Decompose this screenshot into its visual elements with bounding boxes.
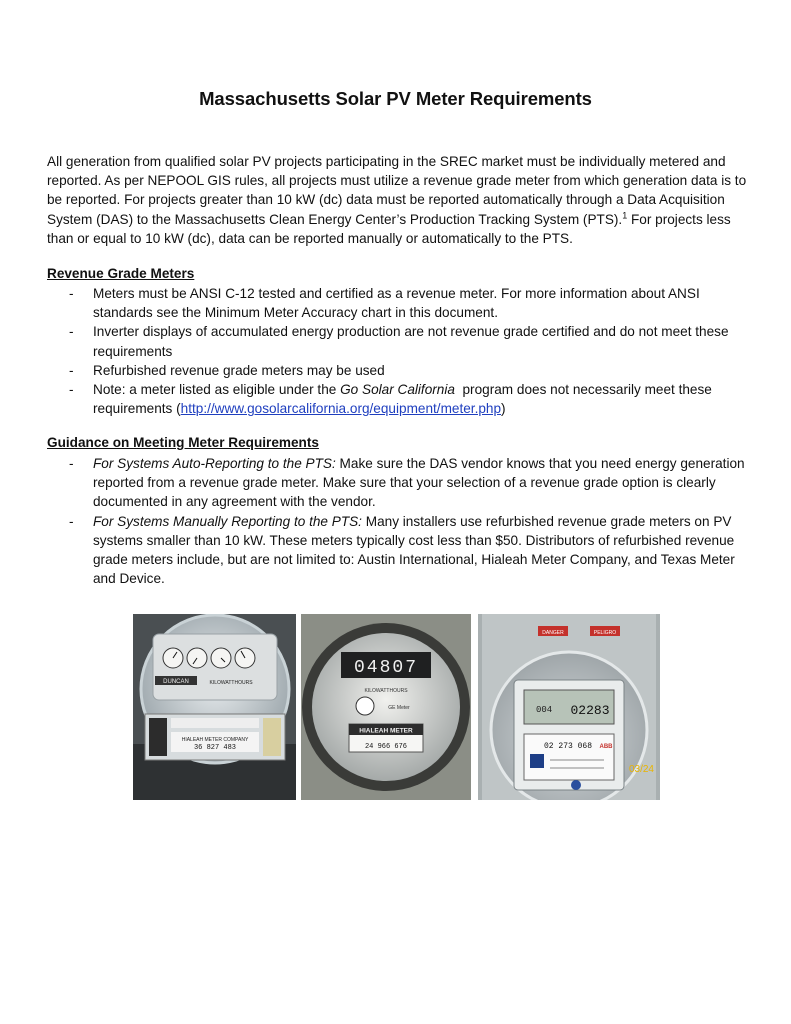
duncan-meter-photo xyxy=(133,614,296,800)
note-italic: Go Solar California xyxy=(340,382,455,398)
note-pre: Note: a meter listed as eligible under the xyxy=(93,382,341,398)
photo1-brand: DUNCAN xyxy=(163,679,189,685)
photo2-model: KILOWATTHOURS xyxy=(364,688,408,694)
dash-marker: - xyxy=(69,286,74,301)
photo3-warning2: PELIGRO xyxy=(593,630,617,636)
photo3-brand: ABB xyxy=(599,744,613,750)
revenue-grade-list xyxy=(47,284,747,418)
list-item xyxy=(47,454,747,512)
dash-marker: - xyxy=(69,324,74,340)
photo1-label: HIALEAH METER COMPANY xyxy=(181,737,249,743)
ge-meter-photo xyxy=(301,614,471,800)
photo2-digits: 04807 xyxy=(353,658,419,678)
intro-paragraph xyxy=(47,152,747,248)
intro-text-after: For projects less than or equal to 10 kW (dc), data can be reported manually or automatically to the PTS. xyxy=(47,211,731,246)
guidance-list xyxy=(47,454,747,588)
page-title: Massachusetts Solar PV Meter Requirements xyxy=(199,88,592,109)
list-item xyxy=(47,380,747,418)
list-item-text: Refurbished revenue grade meters may be used xyxy=(93,362,385,378)
meter-photos xyxy=(133,614,663,800)
photo1-serial: 36 827 483 xyxy=(193,744,237,752)
photo2-serial: 24 966 676 xyxy=(364,743,408,751)
abb-meter-photo xyxy=(478,614,660,800)
list-item-text: Many installers use refurbished revenue grade meters on PV systems smaller than 10 kW. These meters typically cost less than $50. Distributors of refurbished revenue grade meters include, but are not limited to: Austin International, Hialeah Meter Company, and Texas Meter and Device. xyxy=(93,513,735,587)
dash-marker: - xyxy=(69,362,74,378)
photo2-brand: GE Meter xyxy=(388,705,410,711)
dash-marker: - xyxy=(69,382,74,398)
photo3-serial: 02 273 068 xyxy=(543,742,593,751)
revenue-grade-heading: Revenue Grade Meters xyxy=(47,266,195,281)
photo3-warning: DANGER xyxy=(542,630,564,636)
photo3-date-stamp: 03/24 xyxy=(628,764,654,775)
list-item xyxy=(47,322,747,360)
guidance-heading: Guidance on Meeting Meter Requirements xyxy=(47,435,319,450)
list-item-text: Inverter displays of accumulated energy production are not revenue grade certified and do not meet these requirements xyxy=(93,324,729,359)
photo3-display-prefix: 004 xyxy=(536,705,553,715)
list-item-text: Make sure the DAS vendor knows that you need energy generation reported from a revenue grade meter. Make sure that your selection of a revenue grade option is clearly documented in any agreement with the vendor. xyxy=(93,456,745,510)
list-item xyxy=(47,512,747,589)
footnote-ref[interactable]: 1 xyxy=(622,210,628,221)
dash-marker: - xyxy=(69,456,74,471)
dash-marker: - xyxy=(69,513,74,529)
intro-text: All generation from qualified solar PV projects participating in the SREC market must be individually metered and reported. As per NEPOOL GIS rules, all projects must utilize a revenue grade meter from which generation data is to be reported. For projects greater than 10 kW (dc) data must be reported automatically through a Data Acquisition System (DAS) to the Massachusetts Clean Energy Center’s Production Tracking System (PTS). xyxy=(47,154,747,227)
meter-list-link[interactable]: http://www.gosolarcalifornia.org/equipment/meter.php xyxy=(180,401,502,417)
list-item xyxy=(47,361,747,380)
list-item-lead: For Systems Manually Reporting to the PTS: xyxy=(93,513,362,529)
photo1-model: KILOWATTHOURS xyxy=(209,680,253,686)
note-post: ) xyxy=(501,401,506,417)
note-mid: program does not necessarily meet these requirements ( xyxy=(93,382,716,417)
photo3-display: 02283 xyxy=(570,703,610,718)
list-item-text: Meters must be ANSI C-12 tested and certified as a revenue meter. For more information about ANSI standards see the Minimum Meter Accuracy chart in this document. xyxy=(93,286,700,321)
list-item-lead: For Systems Auto-Reporting to the PTS: xyxy=(93,456,336,471)
list-item xyxy=(47,284,747,322)
photo2-label: HIALEAH METER xyxy=(359,727,413,735)
